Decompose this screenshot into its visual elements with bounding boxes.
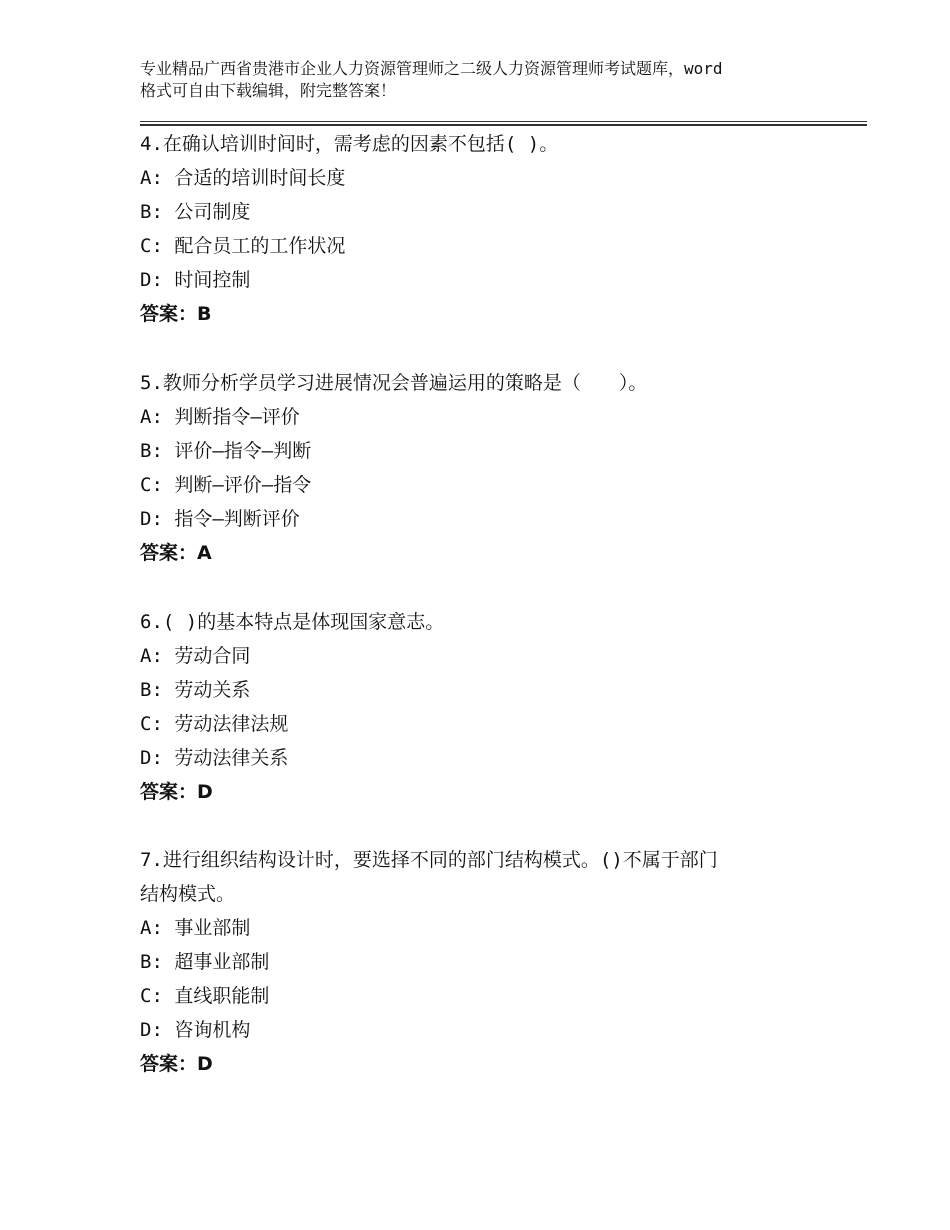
answer: 答案：A bbox=[140, 542, 212, 564]
answer: 答案：B bbox=[140, 303, 212, 325]
option-a: A: 事业部制 bbox=[140, 917, 251, 939]
option-d: D: 劳动法律关系 bbox=[140, 747, 289, 769]
option-a: A: 劳动合同 bbox=[140, 645, 251, 667]
option-b: B: 评价—指令—判断 bbox=[140, 440, 312, 462]
answer: 答案：D bbox=[140, 1053, 213, 1075]
option-b: B: 劳动关系 bbox=[140, 679, 251, 701]
option-a: A: 判断指令—评价 bbox=[140, 406, 300, 428]
option-c: C: 直线职能制 bbox=[140, 985, 270, 1007]
question-7 bbox=[140, 843, 820, 1081]
question-stem: 4.在确认培训时间时，需考虑的因素不包括( )。 bbox=[140, 133, 559, 155]
answer: 答案：D bbox=[140, 781, 213, 803]
question-stem-line-2: 结构模式。 bbox=[140, 883, 236, 905]
document-header bbox=[140, 58, 840, 102]
header-line-1: 专业精品广西省贵港市企业人力资源管理师之二级人力资源管理师考试题库，word bbox=[140, 59, 723, 78]
option-c: C: 配合员工的工作状况 bbox=[140, 235, 346, 257]
question-stem-line-1: 7.进行组织结构设计时，要选择不同的部门结构模式。()不属于部门 bbox=[140, 849, 718, 871]
header-line-2: 格式可自由下载编辑，附完整答案！ bbox=[140, 81, 397, 100]
question-6 bbox=[140, 605, 820, 809]
option-c: C: 劳动法律法规 bbox=[140, 713, 289, 735]
question-4 bbox=[140, 127, 820, 331]
option-c: C: 判断—评价—指令 bbox=[140, 474, 312, 496]
question-stem: 6.( )的基本特点是体现国家意志。 bbox=[140, 611, 445, 633]
option-b: B: 超事业部制 bbox=[140, 951, 270, 973]
option-a: A: 合适的培训时间长度 bbox=[140, 167, 346, 189]
option-d: D: 指令—判断评价 bbox=[140, 508, 300, 530]
header-divider-thin bbox=[140, 121, 867, 122]
header-divider-thick bbox=[140, 124, 867, 126]
option-b: B: 公司制度 bbox=[140, 201, 251, 223]
option-d: D: 咨询机构 bbox=[140, 1019, 251, 1041]
option-d: D: 时间控制 bbox=[140, 269, 251, 291]
question-stem: 5.教师分析学员学习进展情况会普遍运用的策略是（ ）。 bbox=[140, 372, 648, 394]
question-5 bbox=[140, 366, 820, 570]
